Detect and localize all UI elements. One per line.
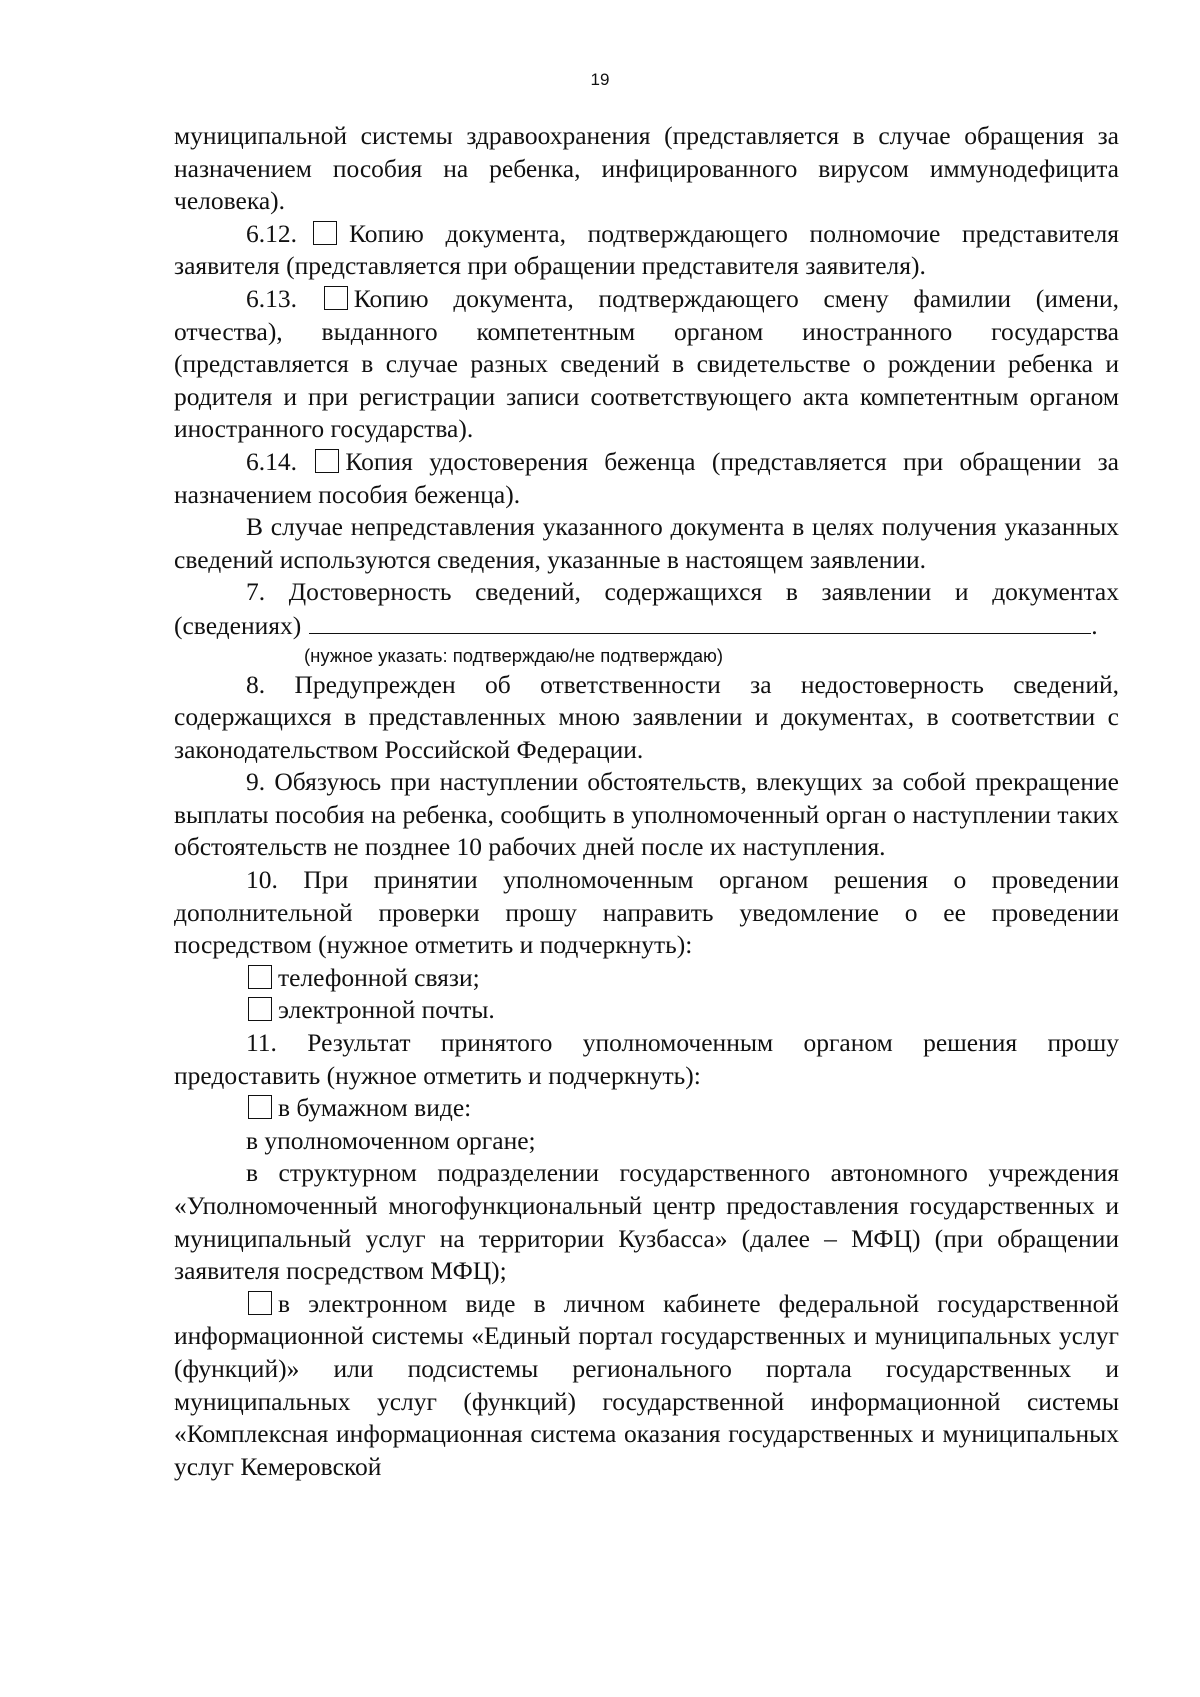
item-11: 11. Результат принятого уполномоченным органом решения прошу предоставить (нужное отметить и подчеркнуть): (174, 1028, 1119, 1090)
paragraph-continuation: муниципальной системы здравоохранения (представляется в случае обращения за назначением пособия на ребенка, инфицированного вирусом иммунодефицита человека). (174, 121, 1119, 216)
item-8: 8. Предупрежден об ответственности за недостоверность сведений, содержащихся в представленных мною заявлении и документах, в соответствии с законодательством Российской Федерации. (174, 669, 1119, 764)
item-number: 6.12. (246, 218, 297, 248)
option-label: в электронном виде в личном кабинете федеральной государственной информационной системы «Единый портал государственных и муниципальных услуг (функций)» или подсистемы регионального портала государственных и муниципальных услуг (функций) государственной информационной системы «Комплексная информационная система оказания государственных и муниципальных услуг Кемеровской (174, 1288, 1119, 1481)
item-7-line1: 7. Достоверность сведений, содержащихся в заявлении и документах (246, 577, 1119, 607)
option-phone (174, 962, 1119, 995)
item-9: 9. Обязуюсь при наступлении обстоятельств, влекущих за собой прекращение выплаты пособия на ребенка, сообщить в уполномоченный орган о наступлении таких обстоятельств не позднее 10 рабочих дней после их наступления. (174, 767, 1119, 862)
checkbox-phone[interactable] (248, 965, 272, 989)
item-6-14 (174, 446, 1119, 511)
option-paper (174, 1092, 1119, 1125)
item-10: 10. При принятии уполномоченным органом решения о проведении дополнительной проверки прошу направить уведомление о ее проведении посредством (нужное отметить и подчеркнуть): (174, 865, 1119, 960)
option-paper-mfc: в структурном подразделении государственного автономного учреждения «Уполномоченный многофункциональный центр предоставления государственных и муниципальный услуг на территории Кузбасса» (далее – МФЦ) (при обращении заявителя посредством МФЦ); (174, 1158, 1119, 1286)
page-number: 19 (590, 70, 610, 89)
option-label: электронной почты. (278, 995, 495, 1025)
option-email (174, 994, 1119, 1027)
checkbox-6-12[interactable] (313, 221, 337, 245)
checkbox-6-13[interactable] (324, 286, 348, 310)
option-label: телефонной связи; (278, 962, 480, 992)
item-7-label: (сведениях) (174, 610, 302, 640)
document-body (174, 120, 1119, 1483)
paragraph-nondisclosure: В случае непредставления указанного документа в целях получения указанных сведений используются сведения, указанные в настоящем заявлении. (174, 512, 1119, 574)
item-text: Копия удостоверения беженца (представляется при обращении за назначением пособия беженца). (174, 446, 1120, 509)
option-paper-authority: в уполномоченном органе; (246, 1125, 536, 1155)
item-number: 6.14. (246, 446, 297, 476)
checkbox-paper[interactable] (248, 1095, 272, 1119)
checkbox-email[interactable] (248, 997, 272, 1021)
confirmation-input-line[interactable] (309, 609, 1091, 634)
item-number: 6.13. (246, 283, 297, 313)
option-label: в бумажном виде: (278, 1093, 472, 1123)
confirmation-hint: (нужное указать: подтверждаю/не подтверждаю) (304, 644, 724, 666)
item-text: Копию документа, подтверждающего смену фамилии (имени, отчества), выданного компетентным органом иностранного государства (представляется в случае разных сведений в свидетельстве о рождении ребенка и родителя и при регистрации записи соответствующего акта компетентным органом иностранного государства). (174, 283, 1120, 444)
checkbox-6-14[interactable] (315, 449, 339, 473)
item-text: Копию документа, подтверждающего полномочие представителя заявителя (представляется при обращении представителя заявителя). (174, 218, 1119, 281)
item-6-13 (174, 283, 1119, 446)
item-7-end: . (1091, 610, 1098, 640)
option-electronic (174, 1288, 1119, 1484)
item-6-12 (174, 218, 1119, 283)
item-7-line2 (174, 609, 1119, 643)
checkbox-electronic[interactable] (248, 1291, 272, 1315)
